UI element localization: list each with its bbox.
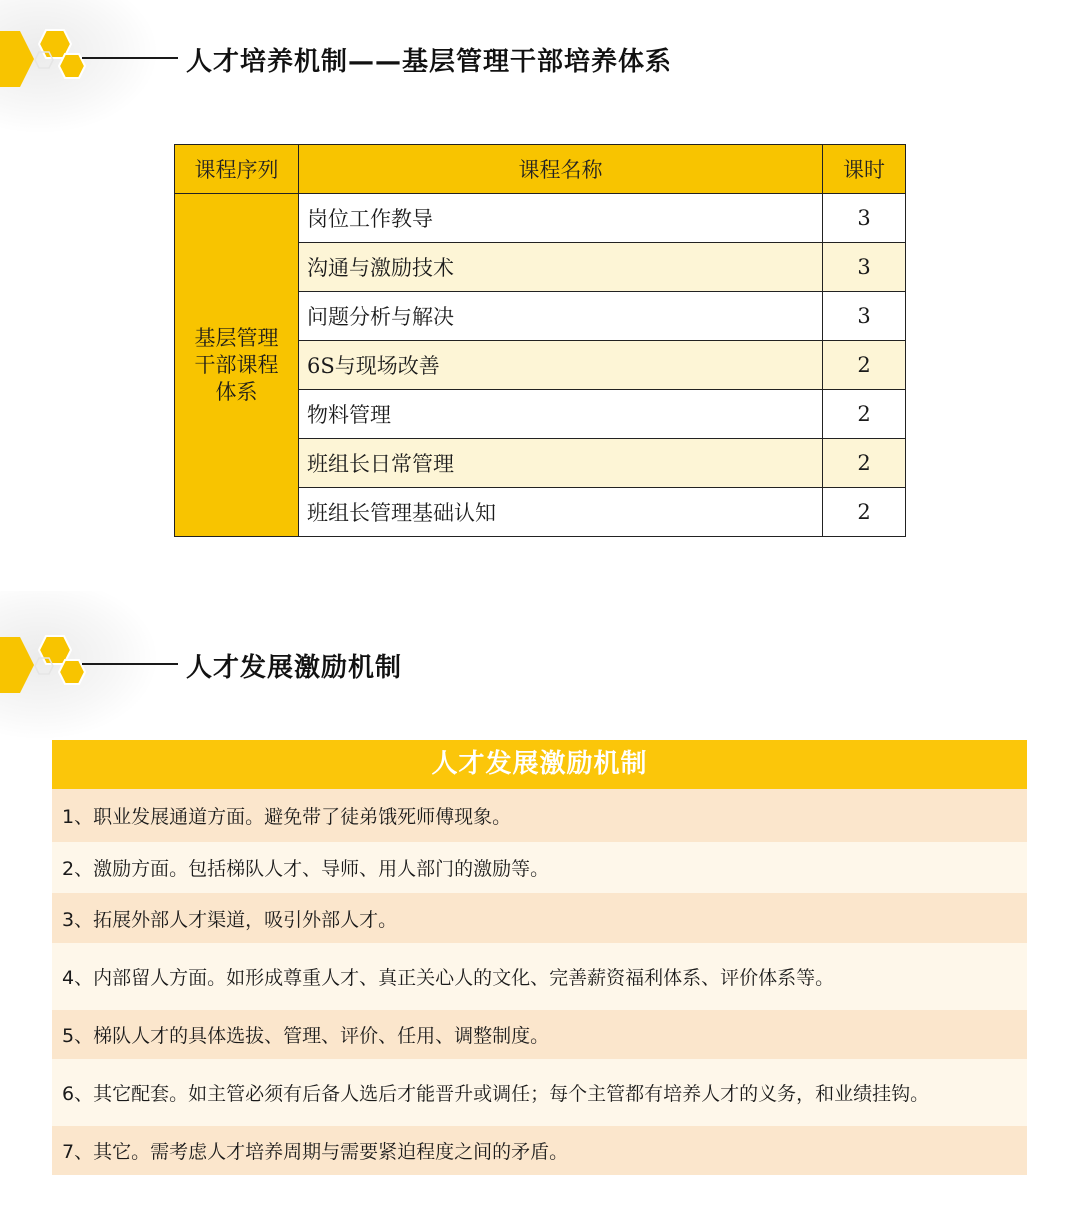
course-name: 问题分析与解决 [299, 292, 823, 341]
course-group-label: 基层管理干部课程体系 [175, 194, 299, 537]
course-name: 沟通与激励技术 [299, 243, 823, 292]
list-item: 4、内部留人方面。如形成尊重人才、真正关心人的文化、完善薪资福利体系、评价体系等。 [52, 943, 1027, 1010]
section-header-incentive [0, 611, 1080, 721]
header-course-name: 课程名称 [299, 145, 823, 194]
panel-title: 人才发展激励机制 [52, 740, 1027, 789]
course-hours: 2 [823, 488, 906, 537]
list-item: 5、梯队人才的具体选拔、管理、评价、任用、调整制度。 [52, 1010, 1027, 1059]
list-item: 1、职业发展通道方面。避免带了徒弟饿死师傅现象。 [52, 789, 1027, 842]
course-name: 6S与现场改善 [299, 341, 823, 390]
header-sequence: 课程序列 [175, 145, 299, 194]
course-hours: 3 [823, 194, 906, 243]
list-item: 3、拓展外部人才渠道，吸引外部人才。 [52, 893, 1027, 943]
course-name: 物料管理 [299, 390, 823, 439]
hexagon-outline-icon [34, 657, 54, 675]
header-divider [82, 663, 178, 665]
course-hours: 3 [823, 292, 906, 341]
hexagon-decoration [0, 5, 190, 115]
course-hours: 2 [823, 390, 906, 439]
section-header-training [0, 5, 1080, 115]
list-item: 7、其它。需考虑人才培养周期与需要紧迫程度之间的矛盾。 [52, 1126, 1027, 1175]
course-name: 班组长管理基础认知 [299, 488, 823, 537]
course-hours: 3 [823, 243, 906, 292]
table-row [175, 194, 906, 243]
list-item: 2、激励方面。包括梯队人才、导师、用人部门的激励等。 [52, 842, 1027, 893]
course-hours: 2 [823, 341, 906, 390]
course-table [174, 144, 906, 537]
incentive-panel [52, 740, 1027, 1175]
section-title: 人才培养机制——基层管理干部培养体系 [186, 47, 673, 77]
section-title: 人才发展激励机制 [186, 653, 403, 683]
list-item: 6、其它配套。如主管必须有后备人选后才能晋升或调任；每个主管都有培养人才的义务，和业绩挂钩。 [52, 1059, 1027, 1126]
hexagon-large-icon [0, 27, 36, 91]
hexagon-decoration [0, 611, 190, 721]
course-hours: 2 [823, 439, 906, 488]
course-name: 岗位工作教导 [299, 194, 823, 243]
hexagon-outline-icon [34, 51, 54, 69]
course-name: 班组长日常管理 [299, 439, 823, 488]
hexagon-large-icon [0, 633, 36, 697]
header-hours: 课时 [823, 145, 906, 194]
table-header-row [175, 145, 906, 194]
header-divider [82, 57, 178, 59]
